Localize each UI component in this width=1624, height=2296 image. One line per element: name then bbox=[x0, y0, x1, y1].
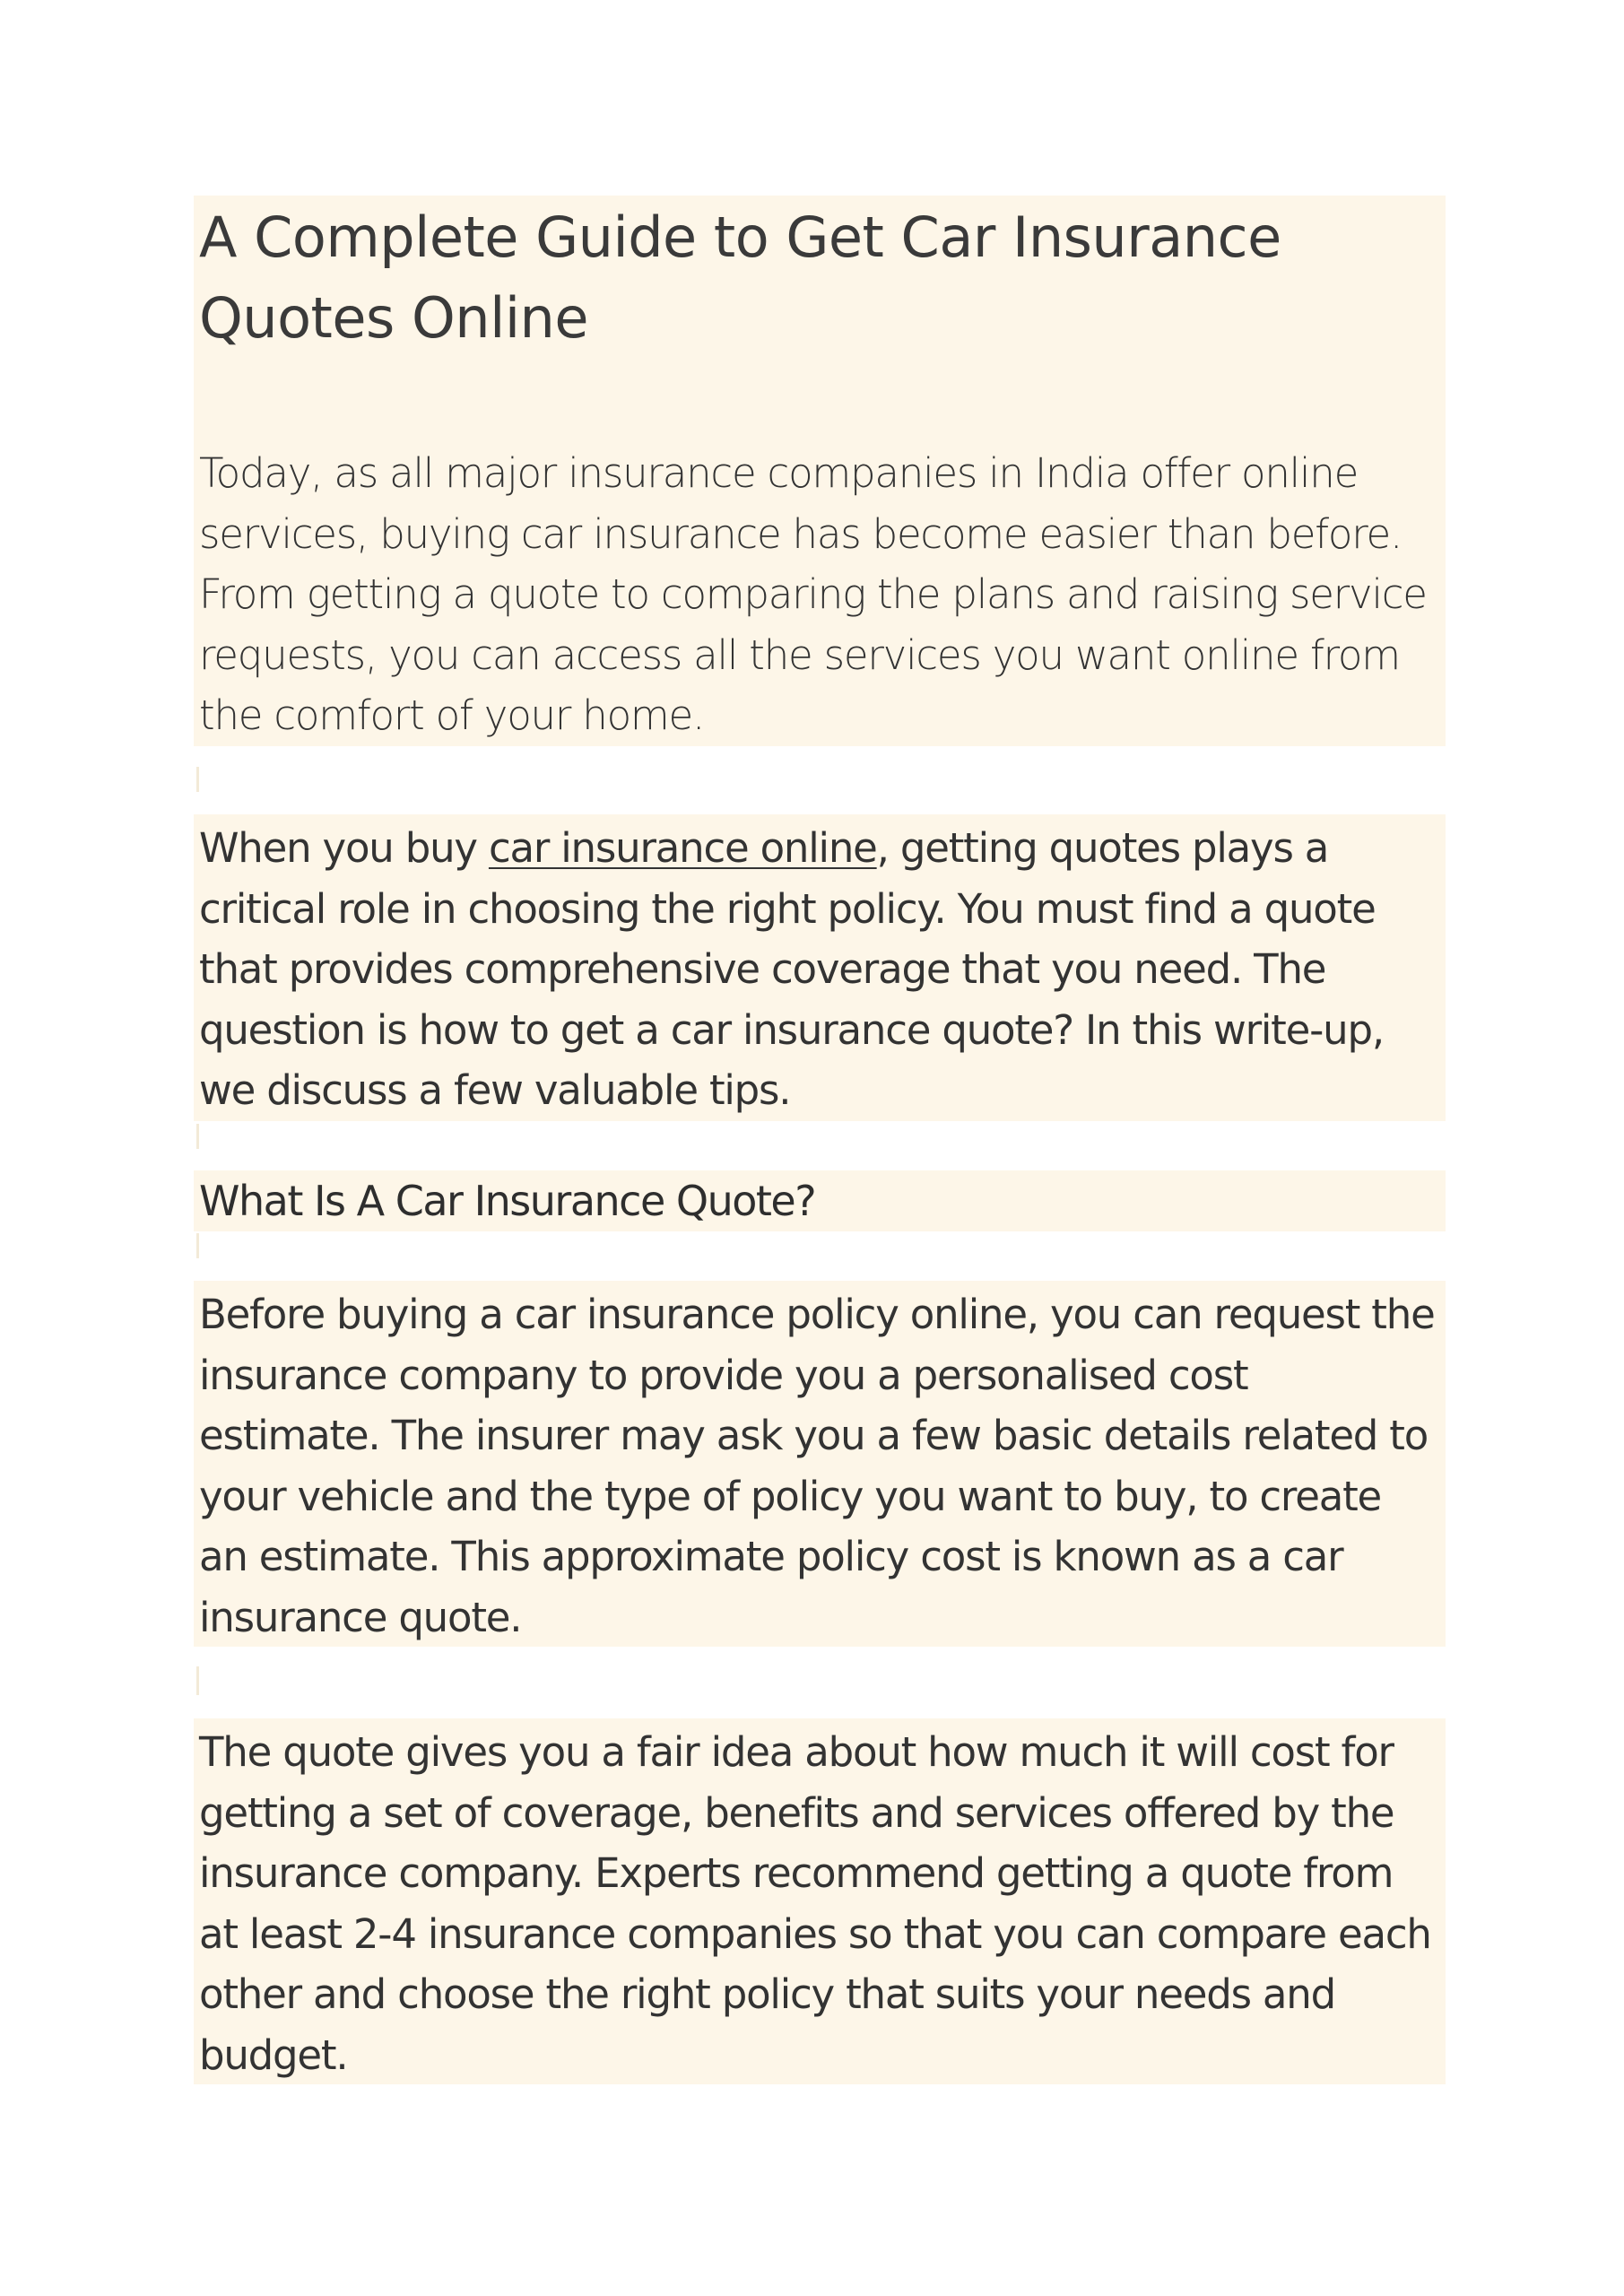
intro-paragraph: Today, as all major insurance companies in India offer online services, buying car insurance has become easier than before. From getting a quote to comparing the plans and raising service requests, you can access all the services you want online from the comfort of your home. bbox=[199, 449, 1427, 739]
empty-line-marker bbox=[196, 1233, 199, 1258]
section-heading: What Is A Car Insurance Quote? bbox=[194, 1170, 1446, 1231]
paragraph-quote-benefits: The quote gives you a fair idea about how much it will cost for getting a set of coverage, benefits and services offered by the insurance company. Experts recommend getting a quote from at least 2-4 insurance companies so that you can compare each other and choose the right policy that suits your needs and budget. bbox=[194, 1718, 1446, 2084]
empty-line-marker bbox=[196, 767, 199, 792]
title-block bbox=[194, 196, 1446, 746]
empty-line-marker bbox=[196, 1124, 199, 1149]
paragraph-text-start: When you buy bbox=[199, 824, 489, 872]
paragraph-buy-online bbox=[194, 814, 1446, 1121]
paragraph-quote-definition: Before buying a car insurance policy online, you can request the insurance company to provide you a personalised cost estimate. The insurer may ask you a few basic details related to your vehicle and the type of policy you want to buy, to create an estimate. This approximate policy cost is known as a car insurance quote. bbox=[194, 1281, 1446, 1647]
car-insurance-online-link[interactable]: car insurance online bbox=[488, 824, 877, 872]
empty-line-marker bbox=[196, 1666, 199, 1695]
paragraph-text-end: , getting quotes plays a critical role in choosing the right policy. You must find a quote that provides comprehensive coverage that you need. The question is how to get a car insurance quote? In this write-up, we discuss a few valuable tips. bbox=[199, 824, 1384, 1114]
page-title: A Complete Guide to Get Car Insurance Quotes Online bbox=[199, 204, 1281, 351]
